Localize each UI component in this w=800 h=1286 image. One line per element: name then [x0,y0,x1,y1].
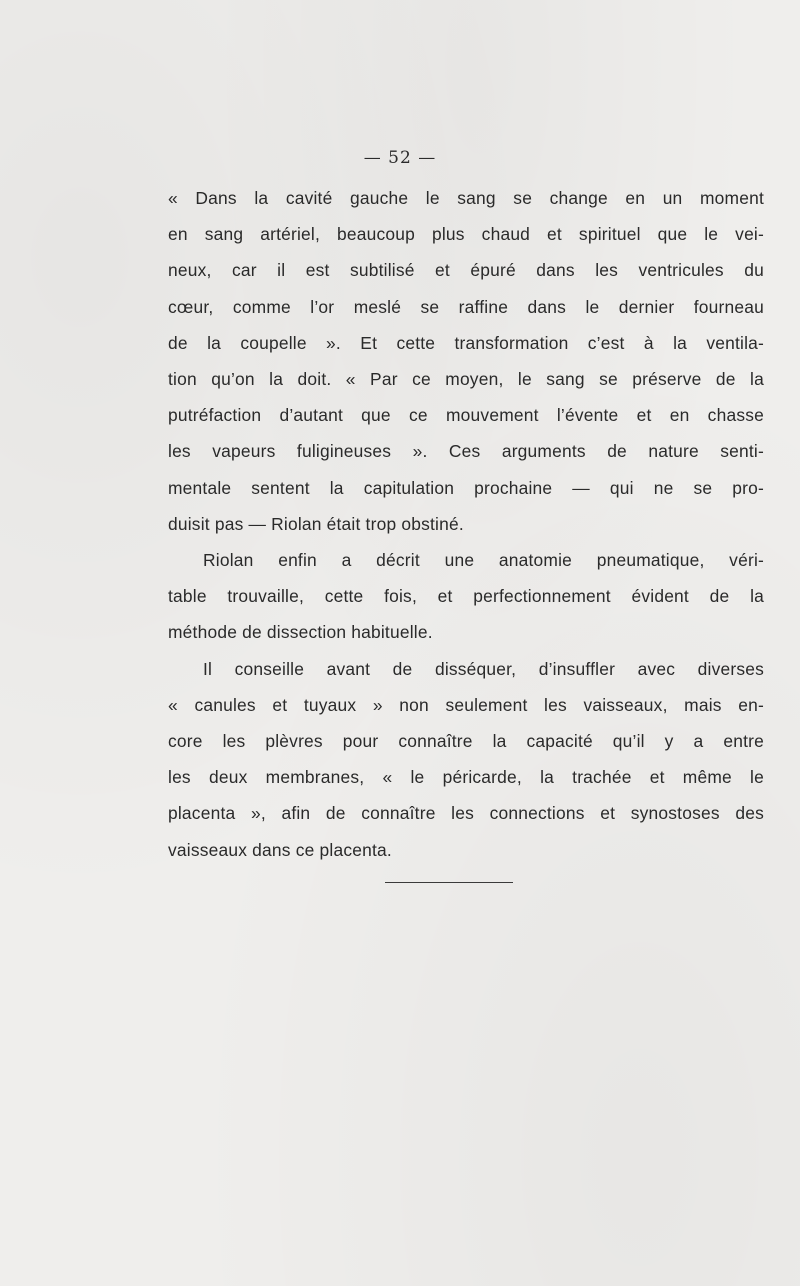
text-line: tion qu’on la doit. « Par ce moyen, le sang se préserve de la [168,369,764,390]
text-line: en sang artériel, beaucoup plus chaud et spirituel que le vei- [168,224,764,245]
paragraph [168,180,764,542]
text-line: Riolan enfin a décrit une anatomie pneumatique, véri- [203,550,764,571]
text-line: les deux membranes, « le péricarde, la trachée et même le [168,767,764,788]
text-line: mentale sentent la capitulation prochaine — qui ne se pro- [168,477,764,498]
text-line: table trouvaille, cette fois, et perfectionnement évident de la [168,586,764,607]
text-line: putréfaction d’autant que ce mouvement l’évente et en chasse [168,405,764,426]
page-number: — 52 — [363,148,437,168]
text-line: méthode de dissection habituelle. [168,622,433,643]
section-end-rule [385,882,513,883]
text-line: « canules et tuyaux » non seulement les vaisseaux, mais en- [168,694,764,715]
text-line: vaisseaux dans ce placenta. [168,839,392,860]
paragraph [168,651,764,868]
text-line: les vapeurs fuligineuses ». Ces arguments de nature senti- [168,441,764,462]
text-line: duisit pas — Riolan était trop obstiné. [168,513,464,534]
text-line: cœur, comme l’or meslé se raffine dans le dernier fourneau [168,296,764,317]
text-line: Il conseille avant de disséquer, d’insuffler avec diverses [203,658,764,679]
text-line: de la coupelle ». Et cette transformation c’est à la ventila- [168,332,764,353]
body-text [168,180,764,868]
text-line: « Dans la cavité gauche le sang se change en un moment [168,188,764,208]
text-line: core les plèvres pour connaître la capacité qu’il y a entre [168,731,764,752]
text-line: neux, car il est subtilisé et épuré dans les ventricules du [168,260,764,281]
paragraph [168,542,764,651]
text-line: placenta », afin de connaître les connections et synostoses des [168,803,764,824]
